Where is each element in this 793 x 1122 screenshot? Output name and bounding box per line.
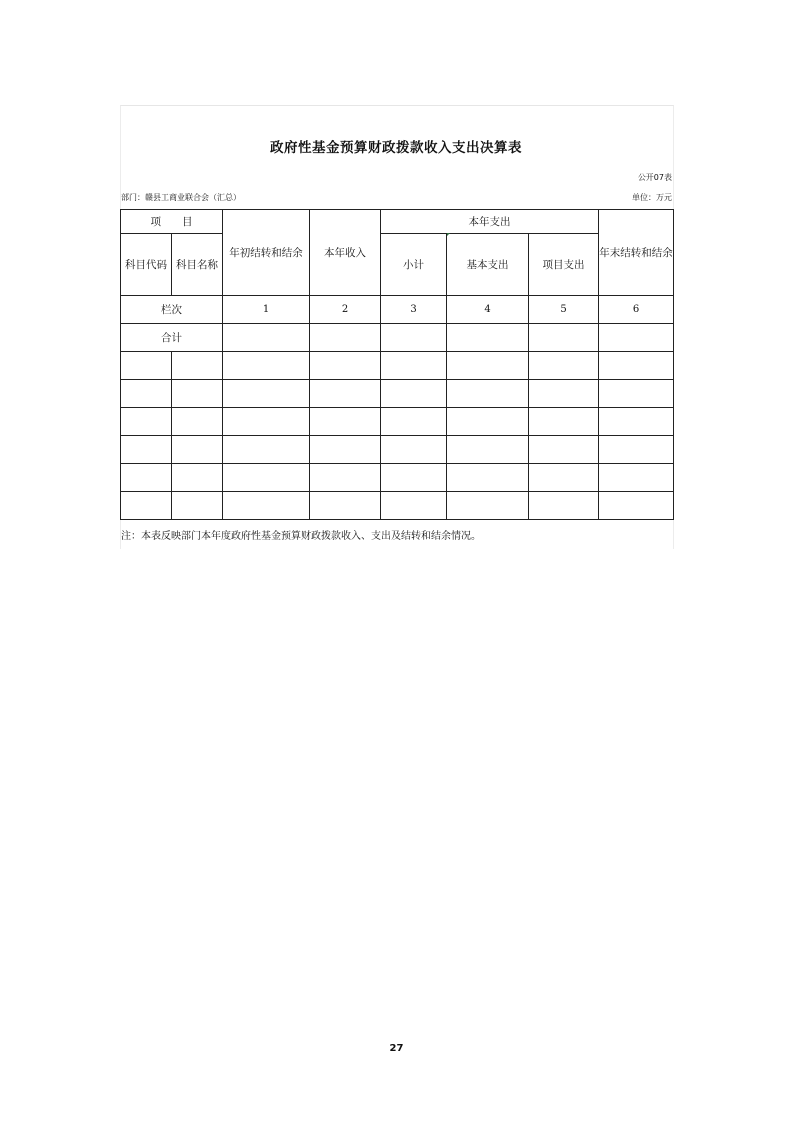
table-cell — [172, 464, 223, 492]
table-cell — [381, 324, 447, 352]
table-note: 注：本表反映部门本年度政府性基金预算财政拨款收入、支出及结转和结余情况。 — [121, 531, 481, 542]
table-cell — [381, 436, 447, 464]
table-cell — [599, 436, 674, 464]
header-subject-code: 科目代码 — [121, 234, 172, 296]
table-row — [121, 352, 674, 380]
table-cell — [223, 408, 310, 436]
table-cell — [172, 492, 223, 520]
header-current-expense: 本年支出 — [381, 210, 599, 234]
table-cell — [447, 352, 529, 380]
table-cell — [599, 352, 674, 380]
table-cell — [310, 380, 381, 408]
column-number: 4 — [447, 296, 529, 324]
table-cell — [447, 324, 529, 352]
form-number: 公开07表 — [637, 173, 672, 182]
budget-table — [120, 209, 674, 520]
table-cell — [381, 352, 447, 380]
header-current-income: 本年收入 — [310, 210, 381, 296]
table-cell — [172, 352, 223, 380]
header-basic-expense: 基本支出 — [447, 234, 529, 296]
table-cell — [599, 324, 674, 352]
table-row — [121, 380, 674, 408]
table-cell — [121, 436, 172, 464]
table-cell — [223, 492, 310, 520]
header-project-expense: 项目支出 — [529, 234, 599, 296]
table-cell — [310, 464, 381, 492]
table-cell — [447, 408, 529, 436]
table-cell — [310, 492, 381, 520]
header-item: 项 目 — [121, 210, 223, 234]
table-cell — [529, 464, 599, 492]
table-cell — [310, 324, 381, 352]
column-number: 3 — [381, 296, 447, 324]
cell-marker-icon — [447, 233, 450, 236]
table-cell — [172, 436, 223, 464]
column-number: 2 — [310, 296, 381, 324]
total-label: 合计 — [121, 324, 223, 352]
table-cell — [381, 464, 447, 492]
table-cell — [529, 408, 599, 436]
table-cell — [447, 464, 529, 492]
header-beginning-balance: 年初结转和结余 — [223, 210, 310, 296]
department-label: 部门：赣县工商业联合会（汇总） — [121, 193, 241, 202]
table-cell — [223, 380, 310, 408]
table-cell — [310, 408, 381, 436]
table-cell — [529, 380, 599, 408]
table-cell — [529, 436, 599, 464]
table-cell — [599, 464, 674, 492]
table-cell — [310, 436, 381, 464]
table-cell — [447, 436, 529, 464]
column-number-label: 栏次 — [121, 296, 223, 324]
table-cell — [121, 464, 172, 492]
page-title: 政府性基金预算财政拨款收入支出决算表 — [270, 140, 522, 156]
page-number: 27 — [389, 1043, 404, 1054]
header-ending-balance: 年末结转和结余 — [599, 210, 674, 296]
table-row — [121, 408, 674, 436]
table-cell — [223, 436, 310, 464]
table-cell — [121, 408, 172, 436]
table-cell — [223, 352, 310, 380]
table-cell — [121, 380, 172, 408]
table-cell — [223, 324, 310, 352]
table-row — [121, 464, 674, 492]
table-cell — [599, 408, 674, 436]
table-cell — [381, 380, 447, 408]
table-cell — [599, 380, 674, 408]
table-cell — [172, 408, 223, 436]
header-subject-name: 科目名称 — [172, 234, 223, 296]
table-cell — [529, 352, 599, 380]
table-cell — [121, 492, 172, 520]
column-number: 5 — [529, 296, 599, 324]
table-cell — [172, 380, 223, 408]
table-cell — [381, 408, 447, 436]
column-number: 1 — [223, 296, 310, 324]
table-cell — [529, 492, 599, 520]
table-cell — [223, 464, 310, 492]
table-row — [121, 436, 674, 464]
unit-label: 单位：万元 — [632, 193, 672, 202]
table-cell — [121, 352, 172, 380]
column-number: 6 — [599, 296, 674, 324]
table-row — [121, 492, 674, 520]
table-cell — [529, 324, 599, 352]
table-cell — [599, 492, 674, 520]
table-cell — [447, 380, 529, 408]
table-cell — [310, 352, 381, 380]
table-cell — [381, 492, 447, 520]
table-cell — [447, 492, 529, 520]
header-subtotal: 小计 — [381, 234, 447, 296]
